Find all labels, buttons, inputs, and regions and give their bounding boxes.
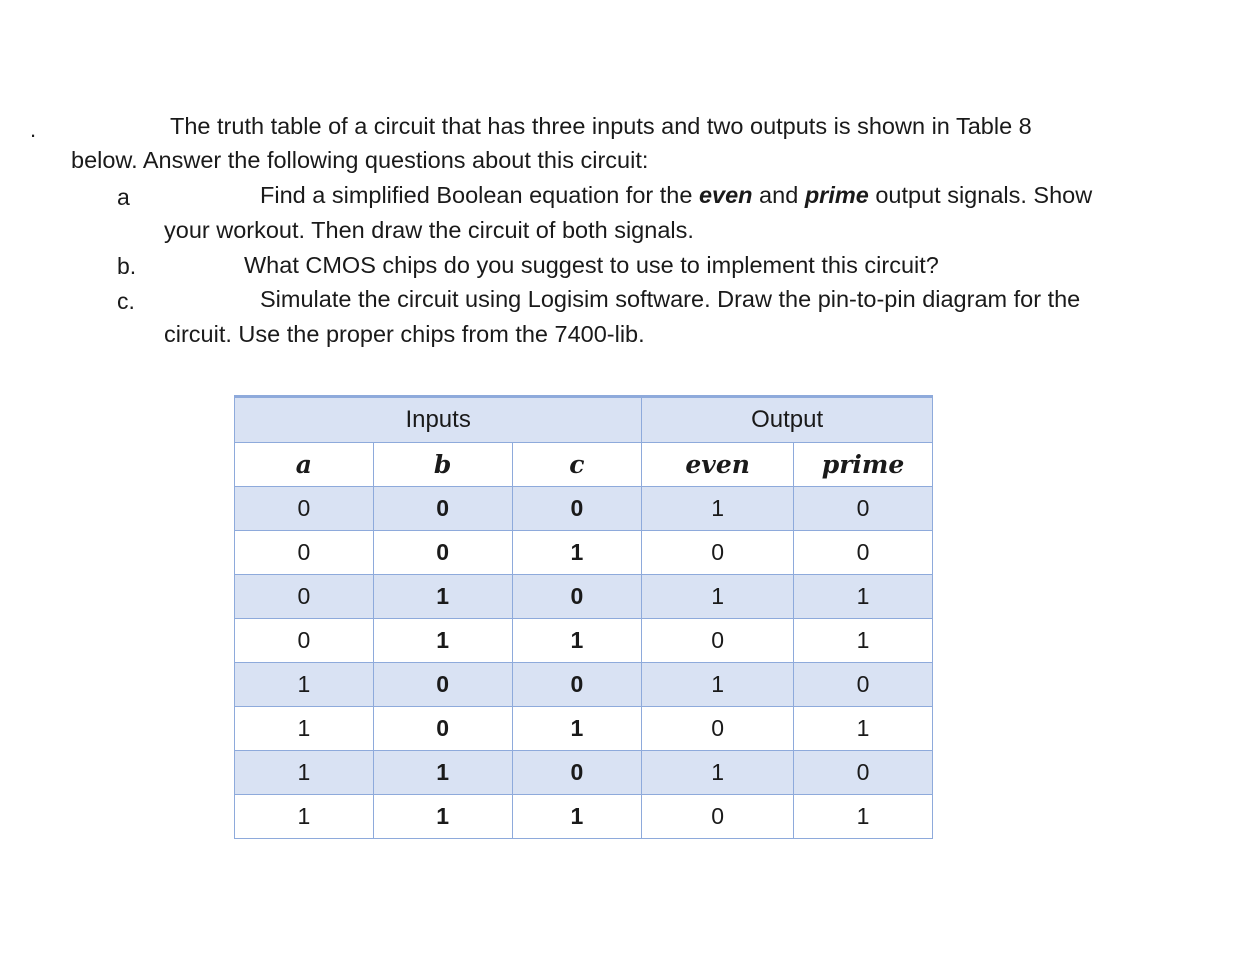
cell-even: 1	[642, 575, 794, 619]
cell-prime: 1	[794, 707, 933, 751]
column-header-prime: prime	[794, 443, 933, 487]
cell-a: 0	[235, 575, 374, 619]
inputs-group-header: Inputs	[235, 397, 642, 443]
table-row	[235, 575, 933, 619]
truth-table	[234, 395, 933, 839]
prime-keyword: prime	[804, 182, 869, 208]
cell-b: 0	[373, 707, 512, 751]
intro-line-2: below. Answer the following questions about this circuit:	[71, 147, 649, 173]
question-a-text-pre: Find a simplified Boolean equation for the	[260, 182, 699, 208]
cell-c: 0	[512, 575, 642, 619]
column-header-a: a	[235, 443, 374, 487]
cell-prime: 0	[794, 751, 933, 795]
table-row	[235, 663, 933, 707]
cell-prime: 1	[794, 575, 933, 619]
cell-c: 1	[512, 707, 642, 751]
cell-a: 1	[235, 795, 374, 839]
cell-a: 1	[235, 751, 374, 795]
table-row	[235, 531, 933, 575]
intro-line-1: The truth table of a circuit that has three inputs and two outputs is shown in Table 8	[170, 113, 1032, 139]
question-b-line-1: What CMOS chips do you suggest to use to implement this circuit?	[244, 252, 939, 278]
cell-c: 0	[512, 751, 642, 795]
cell-b: 0	[373, 663, 512, 707]
question-b-marker: b.	[117, 253, 137, 279]
table-group-header	[235, 397, 933, 443]
question-c-line-1: Simulate the circuit using Logisim software. Draw the pin-to-pin diagram for the	[260, 286, 1081, 312]
cell-c: 1	[512, 531, 642, 575]
question-a-line-2: your workout. Then draw the circuit of both signals.	[164, 217, 694, 243]
question-a-marker: a	[117, 184, 130, 210]
cell-even: 1	[642, 663, 794, 707]
table-row	[235, 487, 933, 531]
column-header-c: c	[512, 443, 642, 487]
stray-mark: .	[30, 117, 37, 142]
cell-prime: 1	[794, 795, 933, 839]
cell-b: 1	[373, 795, 512, 839]
cell-c: 0	[512, 663, 642, 707]
cell-c: 1	[512, 795, 642, 839]
question-a-line-1	[260, 181, 1092, 209]
cell-a: 0	[235, 531, 374, 575]
cell-prime: 0	[794, 663, 933, 707]
cell-even: 1	[642, 487, 794, 531]
output-group-header: Output	[642, 397, 933, 443]
cell-a: 1	[235, 707, 374, 751]
table-row	[235, 795, 933, 839]
cell-a: 0	[235, 619, 374, 663]
question-c-line-2: circuit. Use the proper chips from the 7400-lib.	[164, 321, 645, 347]
table-row	[235, 707, 933, 751]
question-a-text-post: output signals. Show	[868, 182, 1093, 208]
table-column-header	[235, 443, 933, 487]
cell-even: 1	[642, 751, 794, 795]
cell-c: 0	[512, 487, 642, 531]
cell-even: 0	[642, 619, 794, 663]
column-header-b: b	[373, 443, 512, 487]
cell-even: 0	[642, 707, 794, 751]
cell-even: 0	[642, 531, 794, 575]
cell-b: 1	[373, 751, 512, 795]
cell-b: 1	[373, 619, 512, 663]
question-c-marker: c.	[117, 288, 135, 314]
cell-even: 0	[642, 795, 794, 839]
cell-c: 1	[512, 619, 642, 663]
cell-prime: 0	[794, 487, 933, 531]
cell-prime: 0	[794, 531, 933, 575]
cell-prime: 1	[794, 619, 933, 663]
cell-a: 1	[235, 663, 374, 707]
cell-b: 0	[373, 531, 512, 575]
question-a-and: and	[752, 182, 805, 208]
cell-b: 0	[373, 487, 512, 531]
column-header-even: even	[642, 443, 794, 487]
cell-a: 0	[235, 487, 374, 531]
cell-b: 1	[373, 575, 512, 619]
table-row	[235, 751, 933, 795]
even-keyword: even	[698, 182, 753, 208]
table-row	[235, 619, 933, 663]
